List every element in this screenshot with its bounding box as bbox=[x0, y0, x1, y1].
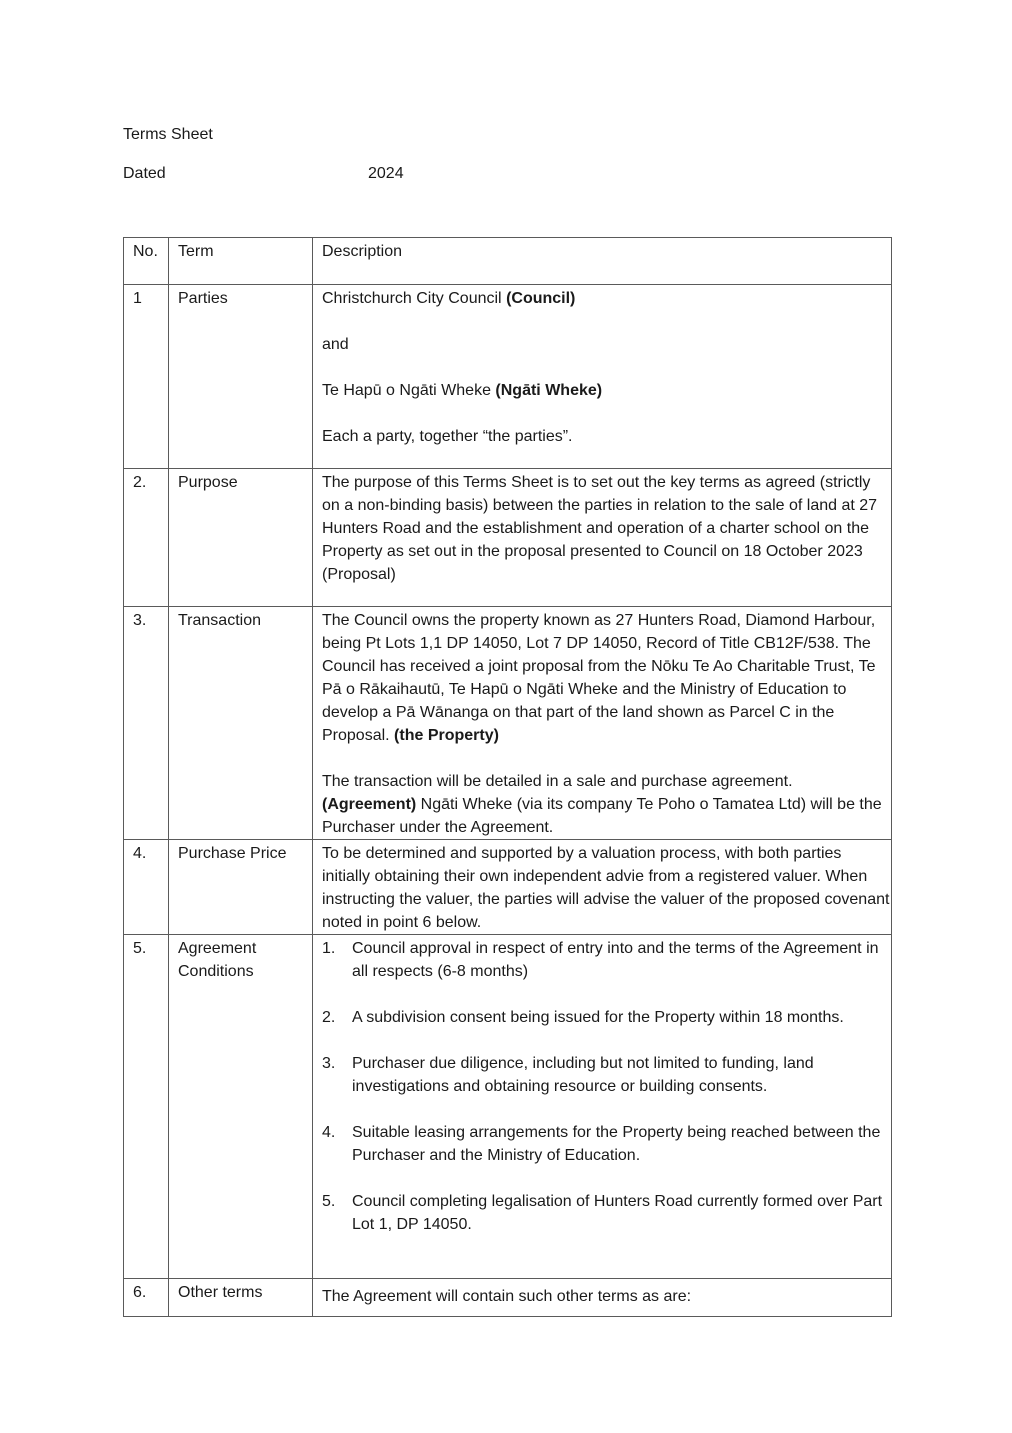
transaction-para-2: The transaction will be detailed in a sale and purchase agreement. (Agreement) Ngāti Wheke (via its company Te Poho o Tamatea Ltd) will be the Purchaser under the Agreement. bbox=[322, 773, 882, 836]
list-item: 4. Suitable leasing arrangements for the Property being reached between the Purchaser and the Ministry of Education. bbox=[322, 1124, 881, 1164]
table-header-row bbox=[124, 238, 892, 285]
row-description: The purpose of this Terms Sheet is to set out the key terms as agreed (strictly on a non-binding basis) between the parties in relation to the sale of land at 27 Hunters Road and the establishment and operation of a charter school on the Property as set out in the proposal presented to Council on 18 October 2023 (Proposal) bbox=[313, 469, 892, 607]
table-row-purpose bbox=[124, 469, 892, 607]
row-term: Agreement Conditions bbox=[169, 935, 313, 1279]
row-no: 4. bbox=[124, 840, 169, 935]
row-term: Other terms bbox=[169, 1279, 313, 1317]
party-council: Christchurch City Council (Council) bbox=[322, 290, 576, 307]
row-no: 6. bbox=[124, 1279, 169, 1317]
dated-year: 2024 bbox=[368, 165, 404, 182]
conditions-list bbox=[322, 937, 891, 1236]
list-item: 1. Council approval in respect of entry into and the terms of the Agreement in all respects (6-8 months) bbox=[322, 940, 879, 980]
col-header-no: No. bbox=[124, 238, 169, 285]
terms-table bbox=[123, 237, 892, 1317]
row-no: 3. bbox=[124, 607, 169, 840]
party-hapu: Te Hapū o Ngāti Wheke (Ngāti Wheke) bbox=[322, 382, 603, 399]
row-no: 2. bbox=[124, 469, 169, 607]
table-row-parties bbox=[124, 285, 892, 469]
row-term: Purchase Price bbox=[169, 840, 313, 935]
dated-label: Dated bbox=[123, 165, 166, 182]
row-no: 1 bbox=[124, 285, 169, 469]
row-description: The Agreement will contain such other terms as are: bbox=[313, 1279, 892, 1317]
row-description bbox=[313, 607, 892, 840]
list-item: 2. A subdivision consent being issued for the Property within 18 months. bbox=[322, 1009, 844, 1026]
row-description bbox=[313, 285, 892, 469]
table-row-other-terms bbox=[124, 1279, 892, 1317]
dated-line bbox=[123, 162, 523, 185]
row-term: Purpose bbox=[169, 469, 313, 607]
parties-and: and bbox=[322, 336, 349, 353]
parties-each: Each a party, together “the parties”. bbox=[322, 428, 573, 445]
list-item: 5. Council completing legalisation of Hunters Road currently formed over Part Lot 1, DP 14050. bbox=[322, 1193, 883, 1233]
col-header-term: Term bbox=[169, 238, 313, 285]
col-header-description: Description bbox=[313, 238, 892, 285]
row-term: Parties bbox=[169, 285, 313, 469]
table-row-agreement-conditions bbox=[124, 935, 892, 1279]
table-row-purchase-price bbox=[124, 840, 892, 935]
list-item: 3. Purchaser due diligence, including but not limited to funding, land investigations and obtaining resource or building consents. bbox=[322, 1055, 814, 1095]
transaction-para-1: The Council owns the property known as 27 Hunters Road, Diamond Harbour, being Pt Lots 1,1 DP 14050, Lot 7 DP 14050, Record of Title CB12F/538. The Council has received a joint proposal from the Nōku Te Ao Charitable Trust, Te Pā o Rākaihautū, Te Hapū o Ngāti Wheke and the Ministry of Education to develop a Pā Wānanga on that part of the land shown as Parcel C in the Proposal. (the Property) bbox=[322, 612, 876, 744]
row-no: 5. bbox=[124, 935, 169, 1279]
row-term: Transaction bbox=[169, 607, 313, 840]
row-description bbox=[313, 935, 892, 1279]
row-description: To be determined and supported by a valuation process, with both parties initially obtaining their own independent advie from a registered valuer. When instructing the valuer, the parties will advise the valuer of the proposed covenant noted in point 6 below. bbox=[313, 840, 892, 935]
table-row-transaction bbox=[124, 607, 892, 840]
document-title: Terms Sheet bbox=[123, 126, 213, 143]
